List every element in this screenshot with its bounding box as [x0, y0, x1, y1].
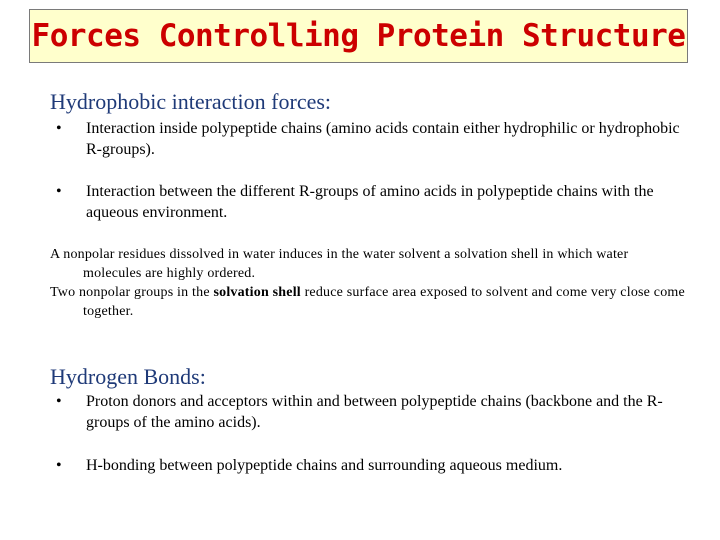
solvation-paragraph — [50, 245, 690, 321]
slide-title: Forces Controlling Protein Structure — [31, 18, 686, 54]
paragraph-text: Two nonpolar groups in the — [50, 285, 214, 300]
hydrophobic-heading: Hydrophobic interaction forces: — [50, 89, 332, 114]
bullet-text: Interaction between the different R-groups of amino acids in polypeptide chains with the aqueous environment. — [86, 183, 654, 221]
bullet-text: H-bonding between polypeptide chains and surrounding aqueous medium. — [86, 457, 563, 474]
bullet-icon: • — [56, 183, 62, 200]
hydrophobic-bullet-2 — [50, 181, 690, 223]
title-banner — [29, 9, 688, 63]
solvation-shell-term: solvation shell — [213, 285, 301, 300]
hydrophobic-bullet-1 — [50, 118, 690, 160]
hydrogen-bullet-2 — [50, 455, 690, 476]
bullet-text: Interaction inside polypeptide chains (amino acids contain either hydrophilic or hydrophobic R-groups). — [86, 120, 680, 158]
paragraph-line-1: A nonpolar residues dissolved in water induces in the water solvent a solvation shell in which water molecules are highly ordered. — [50, 247, 629, 281]
bullet-icon: • — [56, 393, 62, 410]
paragraph-text: reduce surface area exposed to solvent and come very close come together. — [83, 285, 685, 319]
bullet-icon: • — [56, 120, 62, 137]
hydrogen-bonds-heading: Hydrogen Bonds: — [50, 364, 206, 389]
hydrogen-bullet-1 — [50, 391, 690, 433]
bullet-icon: • — [56, 457, 62, 474]
paragraph-line-2 — [50, 283, 690, 321]
bullet-text: Proton donors and acceptors within and between polypeptide chains (backbone and the R-groups of the amino acids). — [86, 393, 663, 431]
